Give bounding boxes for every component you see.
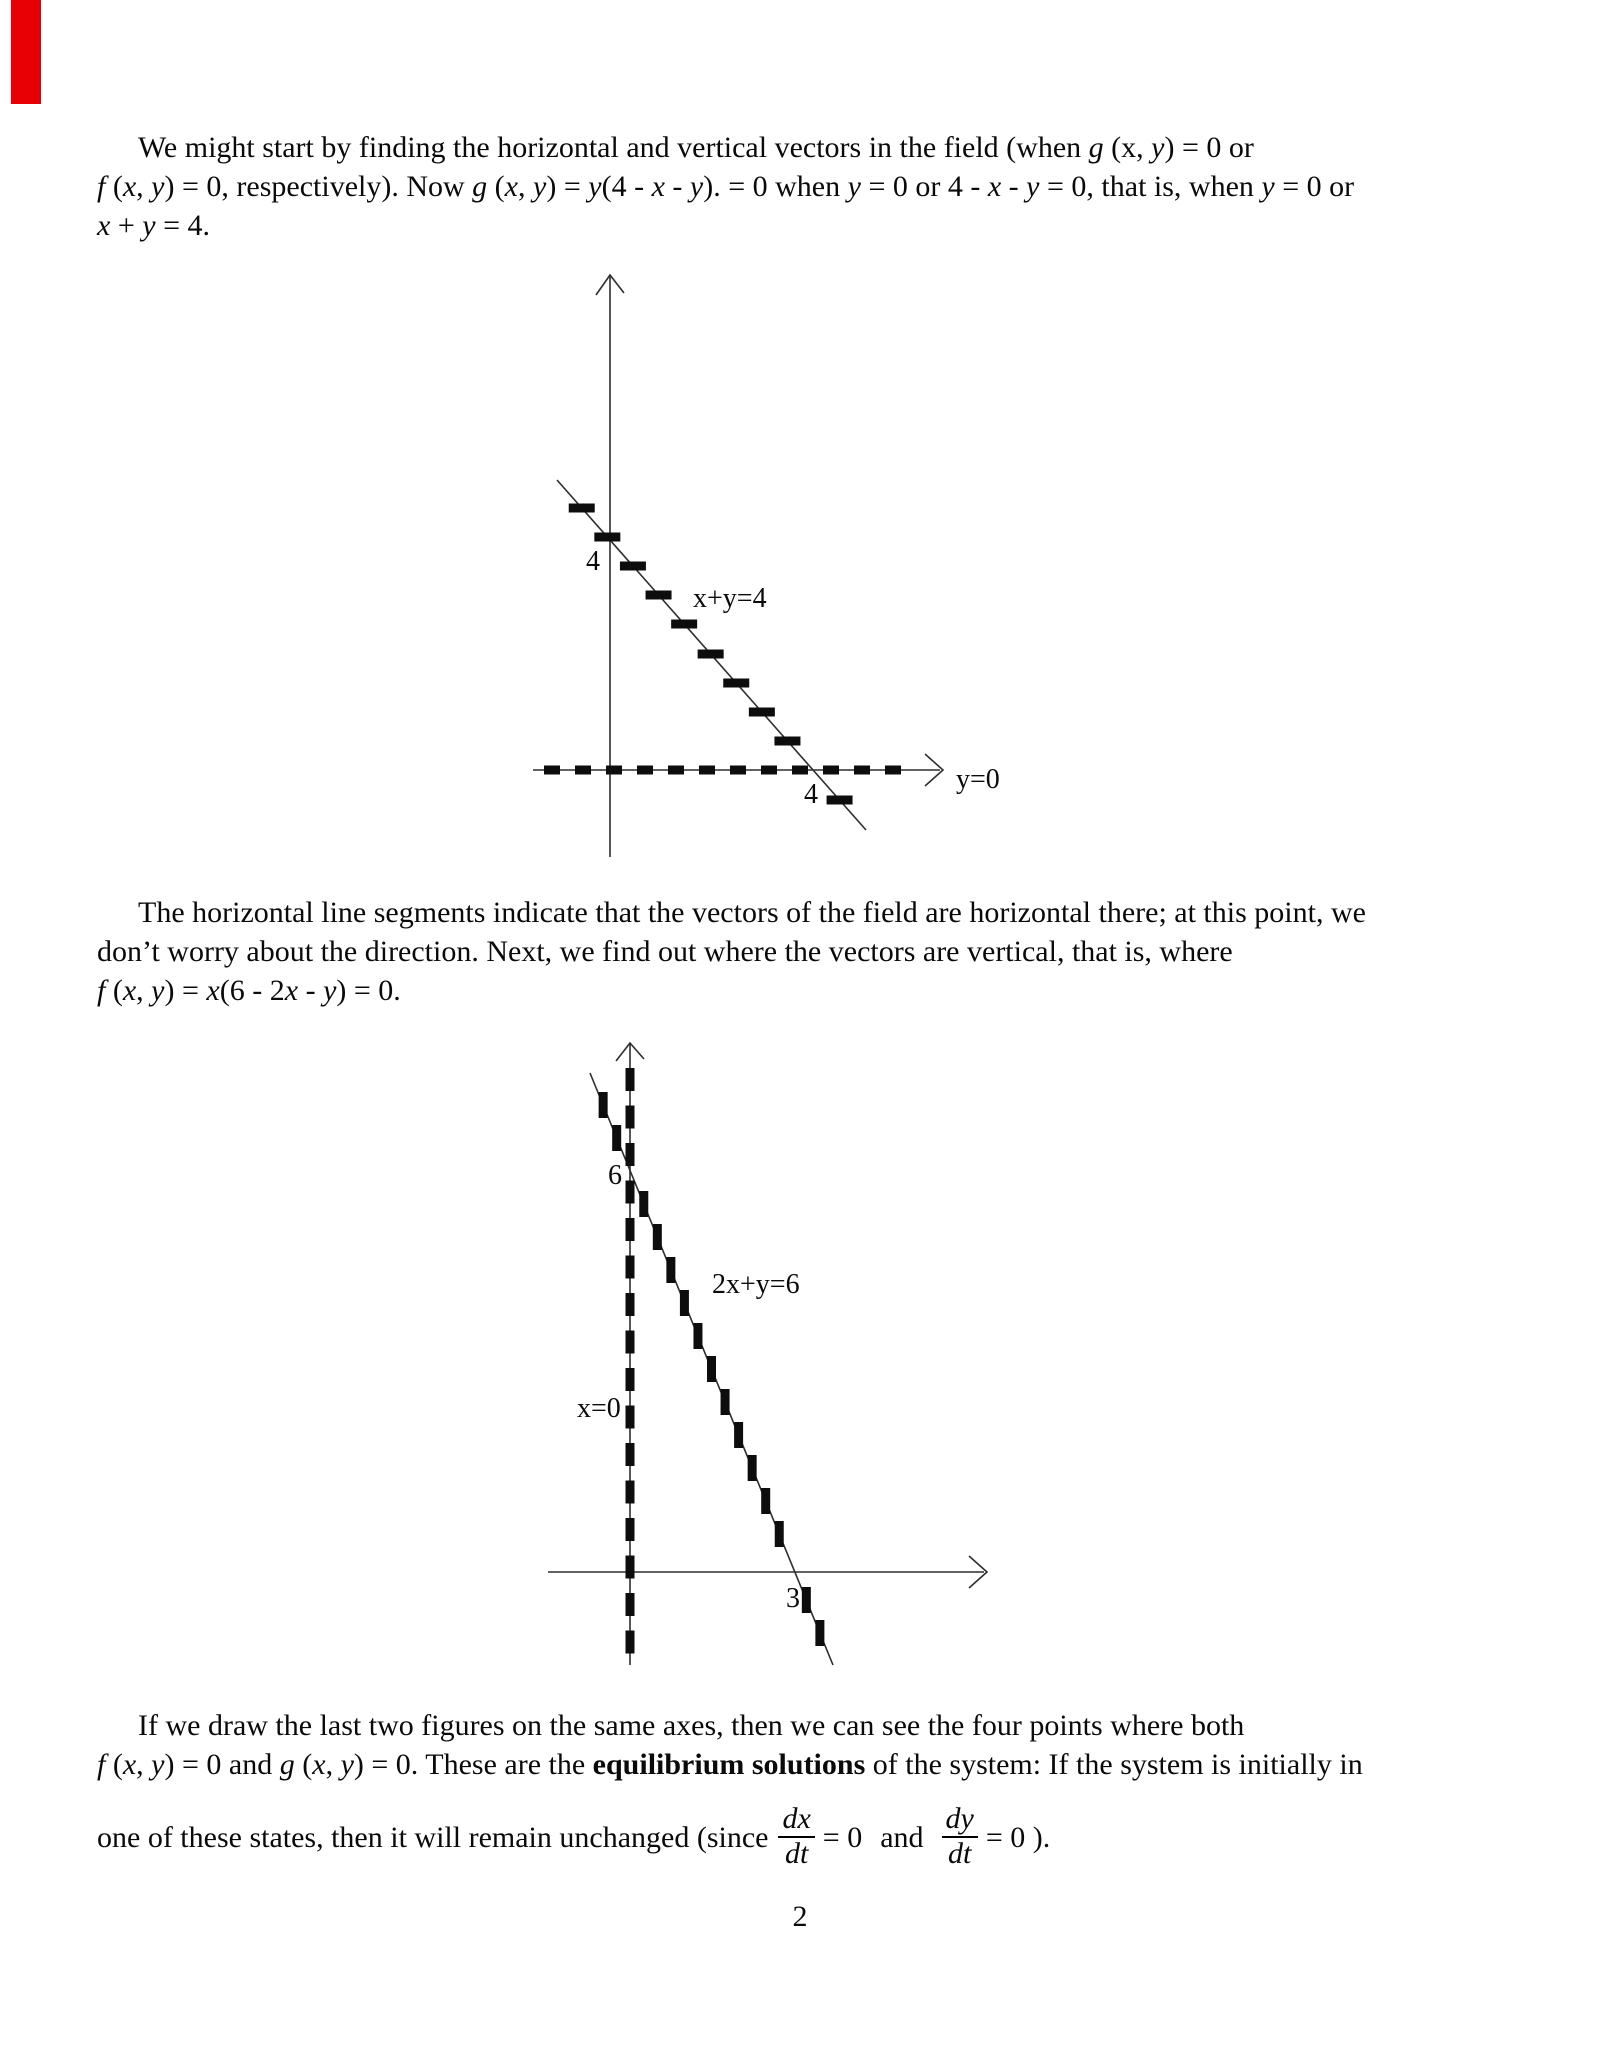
vertical-vector-mark [599, 1092, 608, 1118]
horizontal-vector-mark [827, 796, 853, 805]
y0-dash-mark [761, 766, 777, 775]
x-axis-tick-label-4: 4 [804, 779, 818, 810]
text-run: equilibrium solutions [592, 1748, 866, 1781]
text-run: y [847, 170, 861, 203]
x0-dash-mark [626, 1293, 635, 1316]
paragraph-2 [97, 893, 1366, 1010]
x0-dash-mark [626, 1068, 635, 1091]
text-run: ) = 0. These are the [353, 1748, 593, 1781]
horizontal-vector-mark [698, 650, 724, 659]
x0-dash-mark [626, 1443, 635, 1466]
text-run: , [518, 170, 533, 203]
y0-dash-mark [668, 766, 684, 775]
text-run: g [472, 170, 488, 203]
text-run: x [97, 209, 111, 242]
text-run: (4 - [601, 170, 652, 203]
fraction-denominator: dt [784, 1837, 809, 1870]
text-run: y [340, 1748, 354, 1781]
vertical-vector-mark [802, 1587, 811, 1613]
y0-dash-mark [730, 766, 746, 775]
text-run: (6 - 2 [219, 974, 285, 1007]
equals-zero-close-text: = 0 ). [985, 1820, 1051, 1854]
paragraph-1-line-2 [97, 167, 1354, 206]
y0-dash-mark [606, 766, 622, 775]
paragraph-1 [97, 128, 1354, 245]
and-text: and [880, 1820, 924, 1854]
fracline-text: one of these states, then it will remain unchanged (since [97, 1820, 769, 1854]
y-axis-tick-label-4: 4 [586, 546, 600, 577]
paragraph-3-line-3 [97, 1788, 1363, 1886]
text-run: ) = 0 and [164, 1748, 280, 1781]
vertical-vector-mark [653, 1224, 662, 1250]
text-run: - [298, 974, 324, 1007]
text-run: of the system: If the system is initially in [865, 1748, 1363, 1781]
red-margin-mark [11, 0, 41, 104]
text-run: (x, [1103, 131, 1152, 164]
text-run: y [689, 170, 704, 203]
text-run: = 0 or 4 - [860, 170, 988, 203]
y0-dash-mark [699, 766, 715, 775]
y-axis-tick-label-6: 6 [608, 1160, 622, 1191]
x0-dash-mark [626, 1368, 635, 1391]
x0-dash-mark [626, 1593, 635, 1616]
vertical-vector-mark [721, 1389, 730, 1415]
text-run: g [279, 1748, 295, 1781]
text-run: x [122, 170, 137, 203]
text-run: x [312, 1748, 326, 1781]
page-number: 2 [792, 1900, 808, 1933]
text-run: y [323, 974, 337, 1007]
y0-dash-mark [823, 766, 839, 775]
horizontal-vector-mark [646, 591, 672, 600]
x0-dash-mark [626, 1181, 635, 1204]
x0-dash-mark [626, 1218, 635, 1241]
horizontal-vector-mark [723, 679, 749, 688]
text-run: , [136, 1748, 152, 1781]
equals-zero-text: = 0 [822, 1820, 863, 1854]
paragraph-3-line-1 [97, 1706, 1363, 1745]
text-run: ( [105, 1748, 123, 1781]
text-run: ) = [546, 170, 589, 203]
horizontal-vector-mark [774, 737, 800, 746]
text-run: + [110, 209, 143, 242]
x0-dash-mark [626, 1256, 635, 1279]
vertical-vector-mark [666, 1257, 675, 1283]
text-run: y [588, 170, 602, 203]
text-run: The horizontal line segments indicate that the vectors of the field are horizontal there; at this point, we [138, 896, 1366, 929]
text-run: x [651, 170, 665, 203]
paragraph-3-line-2 [97, 1745, 1363, 1784]
text-run: x [206, 974, 220, 1007]
horizontal-vector-mark [569, 504, 595, 513]
text-run: x [987, 170, 1002, 203]
text-run: = 0 or [1274, 170, 1355, 203]
text-run: = 4. [155, 209, 210, 242]
text-run: , [136, 170, 152, 203]
text-run: ( [487, 170, 505, 203]
x0-dash-mark [626, 1481, 635, 1504]
horizontal-vector-mark [620, 562, 646, 571]
x-axis-tick-label-3: 3 [786, 1583, 800, 1614]
text-run: ) = [164, 974, 207, 1007]
x0-dash-mark [626, 1518, 635, 1541]
vertical-vector-mark [707, 1356, 716, 1382]
y0-dash-mark [637, 766, 653, 775]
fraction-denominator: dt [948, 1837, 972, 1870]
y0-dash-mark [575, 766, 591, 775]
figure-2-vertical-vectors-plot [540, 1035, 1010, 1680]
fraction-numerator: dx [778, 1804, 814, 1838]
text-run: y [151, 170, 165, 203]
paragraph-2-line-1 [97, 893, 1366, 932]
vertical-vector-mark [775, 1521, 784, 1547]
y0-dash-mark [544, 766, 560, 775]
text-run: don’t worry about the direction. Next, we find out where the vectors are vertical, that is, where [97, 935, 1233, 968]
text-run: f [97, 170, 106, 203]
text-run: y [151, 1748, 165, 1781]
paragraph-2-line-3 [97, 971, 1366, 1010]
text-run: ( [294, 1748, 313, 1781]
line-label-x-plus-y-4: x+y=4 [693, 583, 767, 614]
line-label-2x-plus-y-6: 2x+y=6 [712, 1269, 800, 1300]
vertical-vector-mark [815, 1620, 824, 1646]
paragraph-1-line-1 [97, 128, 1354, 167]
text-run: y [533, 170, 547, 203]
paragraph-2-line-2 [97, 932, 1366, 971]
paragraph-1-line-3 [97, 206, 1354, 245]
vertical-vector-mark [748, 1455, 757, 1481]
vertical-vector-mark [680, 1290, 689, 1316]
fraction-dy-dt [942, 1804, 978, 1869]
text-run: x [504, 170, 518, 203]
x0-dash-mark [626, 1631, 635, 1654]
y0-dash-mark [854, 766, 870, 775]
text-run: y [1151, 131, 1165, 164]
text-run: f [97, 974, 106, 1007]
horizontal-vector-mark [749, 708, 775, 717]
fraction-dx-dt [778, 1804, 814, 1869]
text-run: We might start by finding the horizontal and vertical vectors in the field (when [138, 131, 1089, 164]
y0-dash-mark [885, 766, 901, 775]
text-run: g [1088, 131, 1104, 164]
x0-dash-mark [626, 1143, 635, 1166]
vertical-vector-mark [734, 1422, 743, 1448]
text-run: - [1001, 170, 1027, 203]
vertical-vector-mark [761, 1488, 770, 1514]
y0-dash-mark [792, 766, 808, 775]
x0-dash-mark [626, 1556, 635, 1579]
text-run: ( [105, 974, 123, 1007]
text-run: f [97, 1748, 106, 1781]
text-run: ) = 0 or [1164, 131, 1254, 164]
text-run: , [325, 1748, 341, 1781]
text-run: y [142, 209, 156, 242]
text-run: y [151, 974, 165, 1007]
vertical-vector-mark [693, 1323, 702, 1349]
line-label-y-equals-0: y=0 [956, 764, 1000, 795]
horizontal-vector-mark [671, 620, 697, 629]
text-run: y [1026, 170, 1040, 203]
vertical-vector-mark [639, 1191, 648, 1217]
paragraph-3 [97, 1706, 1363, 1886]
text-run: If we draw the last two figures on the same axes, then we can see the four points where both [138, 1709, 1245, 1742]
vertical-vector-mark [612, 1125, 621, 1151]
text-run: ). = 0 when [703, 170, 848, 203]
text-run: ) = 0. [336, 974, 401, 1007]
text-run: ) = 0, respectively). Now [164, 170, 473, 203]
fraction-numerator: dy [942, 1804, 978, 1838]
figure-1-horizontal-vectors-plot [500, 265, 1020, 865]
line-label-x-equals-0: x=0 [577, 1393, 621, 1424]
text-run: x [284, 974, 299, 1007]
text-run: ( [105, 170, 123, 203]
text-run: y [1261, 170, 1275, 203]
text-run: - [664, 170, 690, 203]
text-run: x [122, 1748, 137, 1781]
x0-dash-mark [626, 1406, 635, 1429]
x0-dash-mark [626, 1106, 635, 1129]
text-run: = 0, that is, when [1039, 170, 1262, 203]
text-run: x [122, 974, 137, 1007]
x0-dash-mark [626, 1331, 635, 1354]
text-run: , [136, 974, 152, 1007]
horizontal-vector-mark [594, 533, 620, 542]
